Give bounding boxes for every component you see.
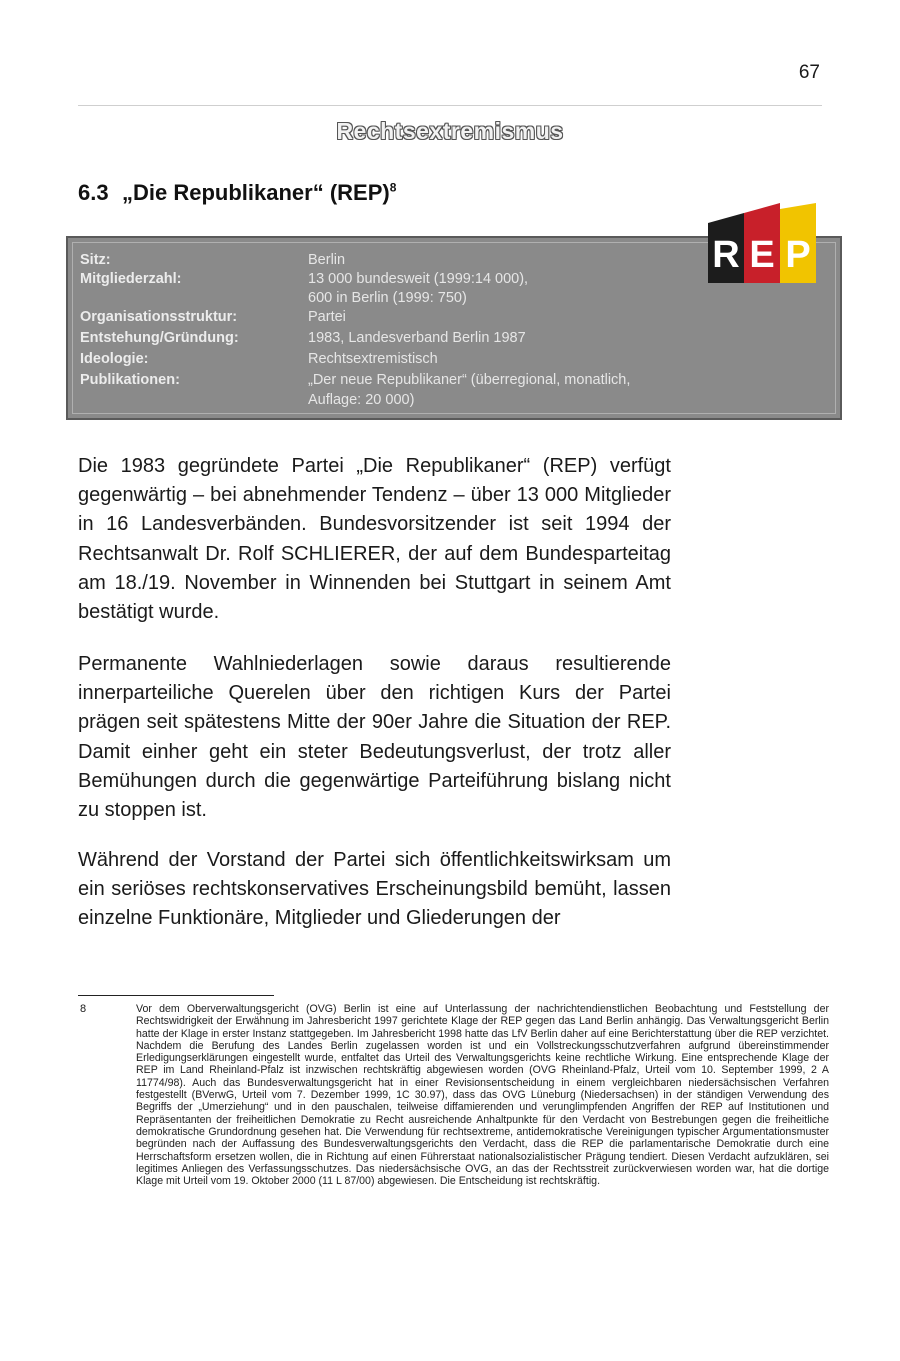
- info-label: Entstehung/Gründung:: [80, 330, 239, 346]
- info-value: Rechtsextremistisch: [308, 351, 438, 367]
- paragraph-1: Die 1983 gegründete Partei „Die Republikaner“ (REP) verfügt gegenwärtig – bei abnehmender Tendenz – über 13 000 Mitglieder in 16 Landesverbänden. Bundesvorsitzender ist seit 1994 der Rechtsanwalt Dr. Rolf SCHLIERER, der auf dem Bundesparteitag am 18./19. November in Winnenden bei Stuttgart in seinem Amt bestätigt wurde.: [78, 455, 671, 624]
- section-number: 6.3: [78, 180, 109, 205]
- info-label: Publikationen:: [80, 372, 180, 388]
- logo-letter-p: P: [785, 234, 811, 276]
- info-value: Partei: [308, 309, 346, 325]
- page-number: 67: [798, 62, 820, 83]
- header-rule: [78, 105, 822, 106]
- info-value: Auflage: 20 000): [308, 392, 415, 408]
- running-head: Rechtsextremismus: [336, 118, 564, 144]
- info-value: 13 000 bundesweit (1999:14 000),: [308, 271, 529, 287]
- info-label: Ideologie:: [80, 351, 149, 367]
- footnote-separator: [78, 995, 274, 996]
- paragraph-2: Permanente Wahlniederlagen sowie daraus resultierende innerparteiliche Querelen über den richtigen Kurs der Partei prägen seit spätestens Mitte der 90er Jahre die Situation der REP. Damit einher geht ein steter Bedeutungsverlust, der trotz aller Bemühungen durch die gegenwärtige Parteiführung bislang nicht zu stoppen ist.: [78, 653, 671, 822]
- footnote-ref[interactable]: 8: [389, 180, 397, 195]
- logo-letter-e: E: [749, 234, 775, 276]
- info-label: Organisationsstruktur:: [80, 309, 238, 325]
- info-value: 1983, Landesverband Berlin 1987: [308, 330, 526, 346]
- info-label: Mitgliederzahl:: [80, 271, 182, 287]
- footnote-number: 8: [80, 1003, 87, 1015]
- info-value: „Der neue Republikaner“ (überregional, monatlich,: [308, 372, 631, 388]
- rep-party-logo: [704, 203, 820, 285]
- paragraph-3: Während der Vorstand der Partei sich öffentlichkeitswirksam um ein seriöses rechtskonservatives Erscheinungsbild bemüht, lassen einzelne Funktionäre, Mitglieder und Gliederungen der: [78, 849, 671, 930]
- section-title: „Die Republikaner“ (REP): [122, 180, 390, 205]
- section-heading: [78, 180, 396, 206]
- info-value: 600 in Berlin (1999: 750): [308, 290, 467, 306]
- info-label: Sitz:: [80, 252, 111, 268]
- logo-letter-r: R: [712, 234, 740, 276]
- footnote-text: Vor dem Oberverwaltungsgericht (OVG) Berlin ist eine auf Unterlassung der nachrichtendienstlichen Beobachtung und Feststellung der Rechtswidrigkeit der Erwähnung im Jahresbericht 1997 gerichtete Klage der REP gegen das Land Berlin anhängig. Das Verwaltungsgericht Berlin hatte der Klage in erster Instanz stattgegeben. Im Jahresbericht 1998 hatte das LfV Berlin daher auf eine Berichterstattung über die REP verzichtet. Nachdem die Berufung des Landes Berlin zugelassen worden ist und ein Vollstreckungsschutzverfahren aufgrund übereinstimmender Erledigungserklärungen eingestellt wurde, entfaltet das Urteil des Verwaltungsgerichts keine rechtliche Wirkung. Eine entsprechende Klage der REP im Land Rheinland-Pfalz ist inzwischen rechtskräftig abgewiesen worden (OVG Rheinland-Pfalz, Urteil vom 10. September 1999, 2 A 11774/98). Auch das Bundesverwaltungsgericht hat in einer Revisionsentscheidung in einem vergleichbaren niedersächsischen Verfahren festgestellt (BVerwG, Urteil vom 7. Dezember 1999, 1C 30.97), dass das OVG Lüneburg (Niedersachsen) in der ständigen Verwendung des Begriffs der „Umerziehung“ und in den pauschalen, teilweise diffamierenden und verunglimpfenden Angriffen der REP auf Institutionen und Repräsentanten der freiheitlichen Demokratie zu Recht ausreichende Anhaltpunkte für den Verdacht von Bestrebungen gegen die freiheitliche demokratische Grundordnung gesehen hat. Die Verwendung für rechtsextreme, antidemokratische Vereinigungen typischer Argumentationsmuster begründen nach der Auffassung des Bundesverwaltungsgerichts den Verdacht, dass die REP die parlamentarische Demokratie durch eine Herrschaftsform ersetzen wollen, die in Richtung auf einen Führerstaat nationalsozialistischer Prägung tendiert. Diesen Verdacht aufzuklären, sei legitimes Anliegen des Verfassungsschutzes. Das niedersächsische OVG, an das der Rechtsstreit zurückverwiesen worden war, hat die dortige Klage mit Urteil vom 19. Oktober 2000 (11 L 87/00) abgewiesen. Die Entscheidung ist rechtskräftig.: [136, 1003, 829, 1188]
- info-value: Berlin: [308, 252, 346, 268]
